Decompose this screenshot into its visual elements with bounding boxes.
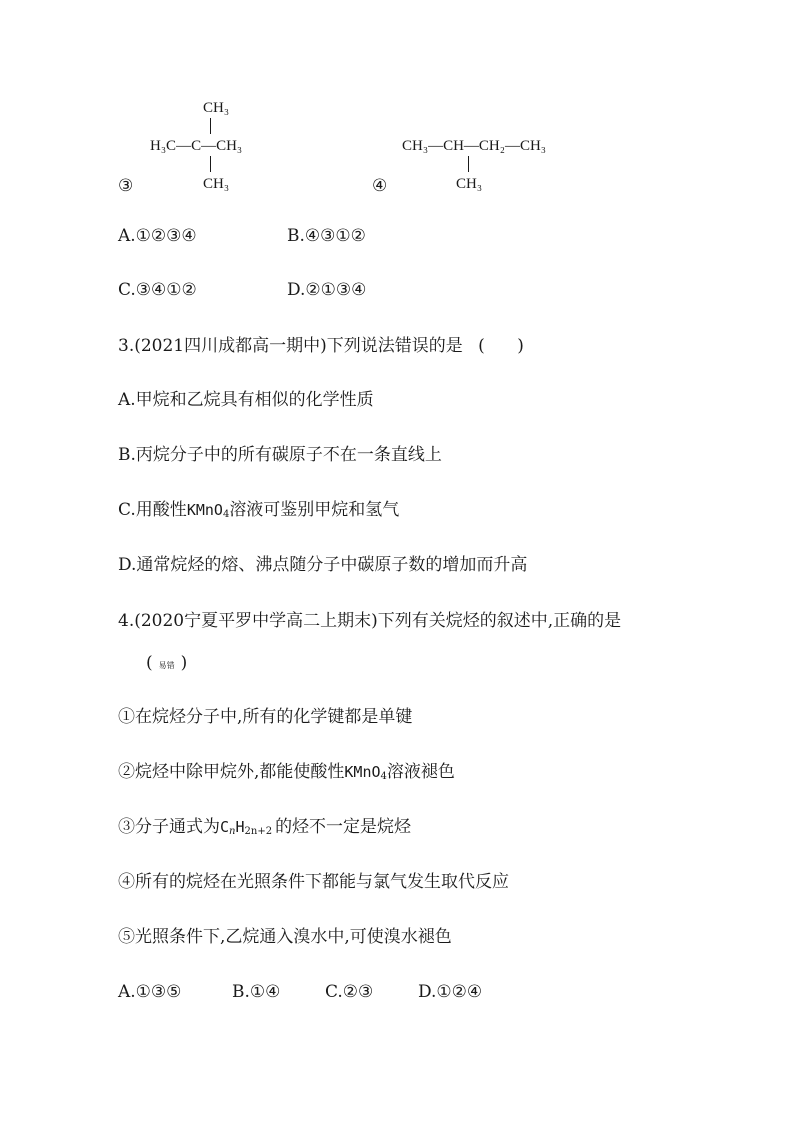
- q4-option-a[interactable]: A.①③⑤: [118, 982, 182, 1002]
- structure-4-label: ④: [372, 176, 388, 196]
- q4-statement-3-n: n: [229, 826, 236, 837]
- q3-option-c-post: 溶液可鉴别甲烷和氢气: [229, 500, 400, 520]
- q4-statement-3-sub: 2n+2: [244, 826, 273, 837]
- q4-paren-open: (: [146, 653, 153, 673]
- q3-answer-paren: ( ): [478, 336, 524, 356]
- q3-option-b[interactable]: B.丙烷分子中的所有碳原子不在一条直线上: [118, 445, 442, 465]
- q3-stem-text: 3.(2021四川成都高一期中)下列说法错误的是: [118, 336, 463, 356]
- q4-answer-paren: [146, 655, 187, 672]
- q4-statement-1: ①在烷烃分子中,所有的化学键都是单键: [118, 707, 413, 727]
- q4-option-b[interactable]: B.①④: [232, 982, 281, 1002]
- structure-4-bottom-methyl: CH₃: [456, 176, 483, 192]
- q4-statement-2-post: 溶液褪色: [386, 762, 455, 782]
- q3-option-c[interactable]: [118, 502, 399, 519]
- q3-option-c-pre: C.用酸性: [118, 500, 187, 520]
- structure-3-label: ③: [118, 176, 134, 196]
- structure-4-main-chain: CH₃—CH—CH₂—CH₃: [402, 138, 547, 154]
- structure-3-bottom-methyl: CH₃: [203, 176, 230, 192]
- structure-3-bottom-bond: [210, 156, 211, 172]
- structure-3-top-methyl: CH₃: [203, 100, 230, 116]
- q4-statement-2-pre: ②烷烃中除甲烷外,都能使酸性: [118, 762, 345, 782]
- q4-statement-3-c: C: [220, 818, 230, 836]
- q4-statement-4: ④所有的烷烃在光照条件下都能与氯气发生取代反应: [118, 872, 509, 892]
- structure-3-top-bond: [210, 118, 211, 134]
- q3-option-d[interactable]: D.通常烷烃的熔、沸点随分子中碳原子数的增加而升高: [118, 555, 528, 575]
- q2-option-a[interactable]: A.①②③④: [118, 226, 197, 246]
- q4-statement-2-formula: KMnO: [344, 763, 381, 781]
- q4-option-c[interactable]: C.②③: [325, 982, 374, 1002]
- q4-statement-2: [118, 764, 455, 781]
- q4-statement-3-pre: ③分子通式为: [118, 817, 220, 837]
- q4-statement-3-post: 的烃不一定是烷烃: [275, 817, 412, 837]
- q4-paren-close: ): [180, 653, 188, 673]
- q2-option-c[interactable]: C.③④①②: [118, 280, 197, 300]
- q3-option-c-sub: 4: [222, 509, 230, 520]
- q4-statement-3: [118, 819, 411, 836]
- q4-stem: 4.(2020宁夏平罗中学高二上期末)下列有关烷烃的叙述中,正确的是: [118, 611, 622, 631]
- q4-option-d[interactable]: D.①②④: [418, 982, 483, 1002]
- q2-option-b[interactable]: B.④③①②: [287, 226, 366, 246]
- q3-stem: [118, 338, 524, 355]
- q4-statement-2-sub: 4: [380, 771, 387, 782]
- q4-difficulty-tag: 易错: [158, 661, 175, 670]
- q4-statement-5: ⑤光照条件下,乙烷通入溴水中,可使溴水褪色: [118, 927, 452, 947]
- q2-option-d[interactable]: D.②①③④: [287, 280, 367, 300]
- structure-4-branch-bond: [468, 156, 469, 172]
- q4-statement-3-h: H: [235, 818, 245, 836]
- q3-option-a[interactable]: A.甲烷和乙烷具有相似的化学性质: [118, 390, 374, 410]
- q3-option-c-formula: KMnO: [186, 501, 223, 519]
- structure-3-main-chain: H₃C—C—CH₃: [150, 138, 243, 154]
